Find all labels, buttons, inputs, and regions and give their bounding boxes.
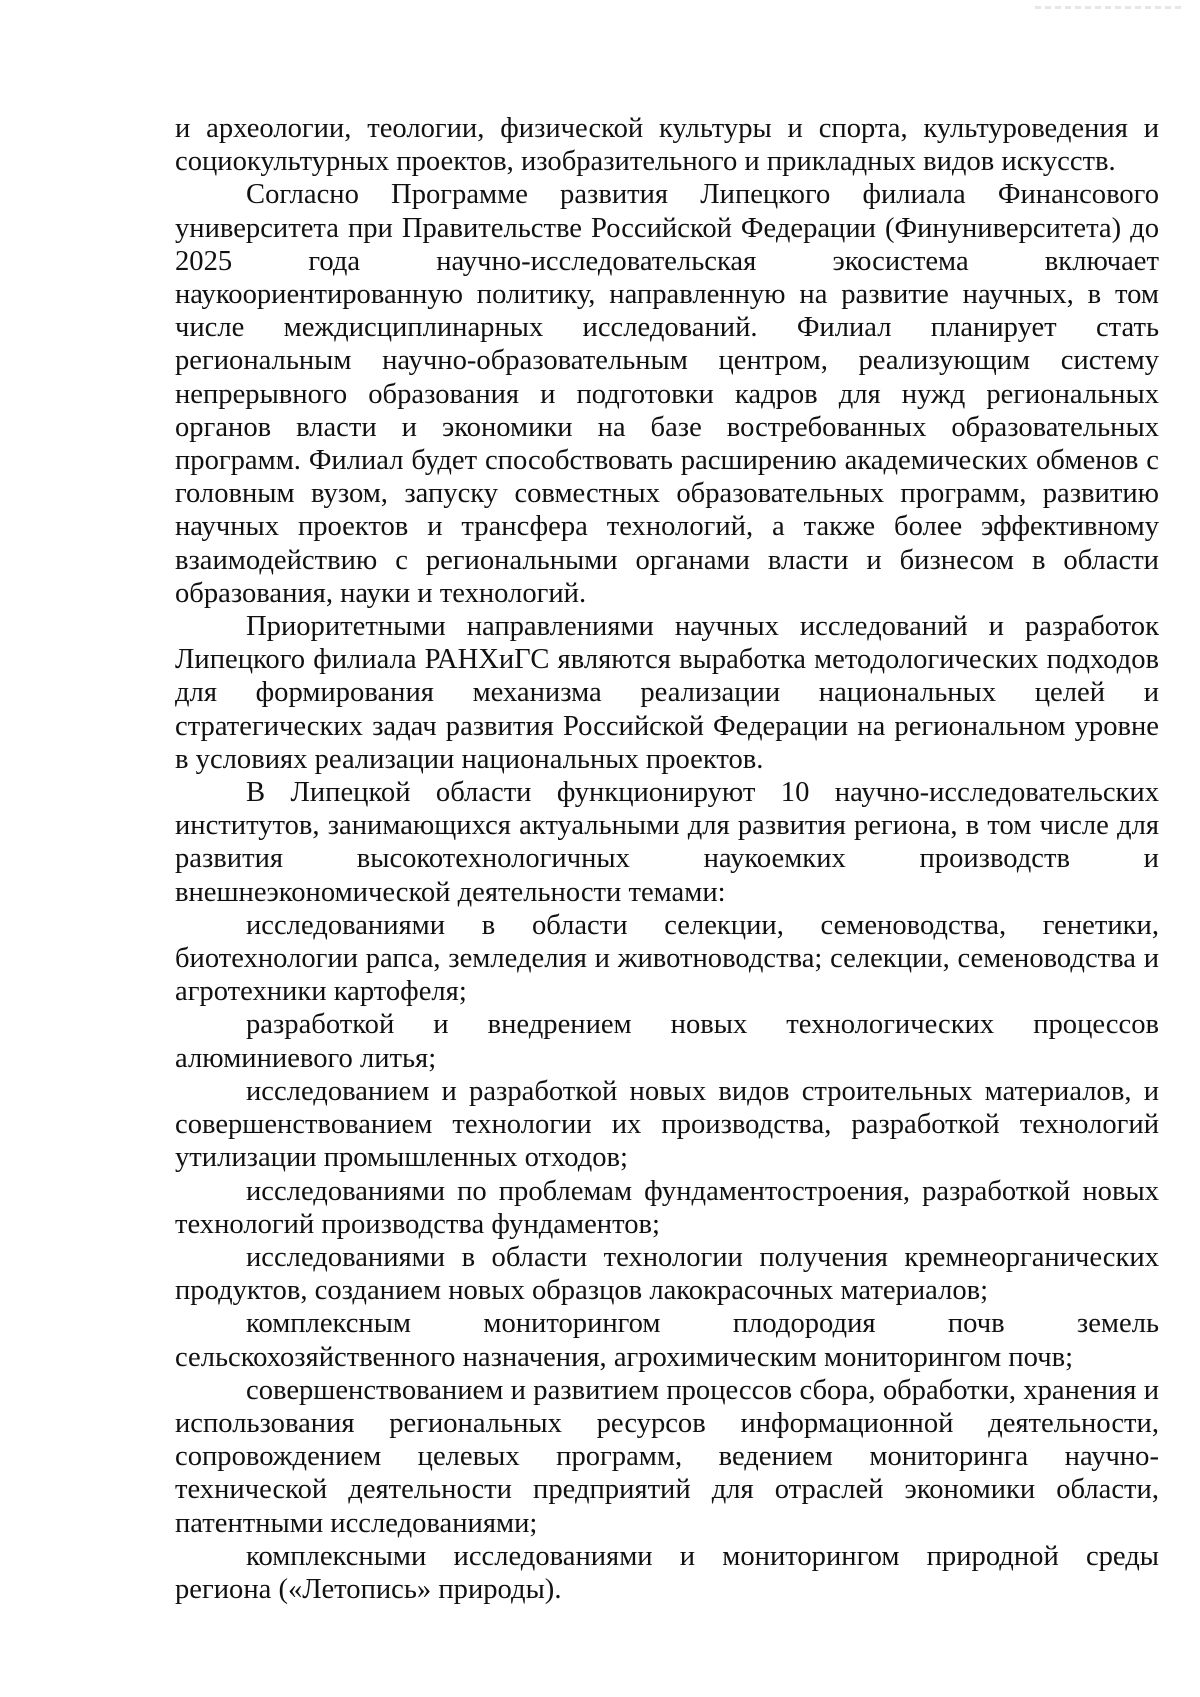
list-item-nature-chronicle: комплексными исследованиями и мониторингом природной среды региона («Летопись» природы).	[175, 1540, 1159, 1605]
list-item-soil-monitoring: комплексным мониторингом плодородия почв земель сельскохозяйственного назначения, агрохимическим мониторингом почв;	[175, 1308, 1159, 1373]
list-item-aluminium-casting: разработкой и внедрением новых технологических процессов алюминиевого литья;	[175, 1009, 1159, 1074]
document-body	[175, 112, 1159, 1606]
scan-artifact	[1035, 6, 1185, 9]
paragraph-continuation: и археологии, теологии, физической культуры и спорта, культуроведения и социокультурных проектов, изобразительного и прикладных видов искусств.	[175, 113, 1159, 178]
list-item-building-materials: исследованием и разработкой новых видов строительных материалов, и совершенствованием технологии их производства, разработкой технологий утилизации промышленных отходов;	[175, 1075, 1159, 1174]
paragraph-research-institutes: В Липецкой области функционируют 10 научно-исследовательских институтов, занимающихся актуальными для развития региона, в том числе для развития высокотехнологичных наукоемких производств и внешнеэкономической деятельности темами:	[175, 777, 1159, 908]
list-item-foundations: исследованиями по проблемам фундаментостроения, разработкой новых технологий производства фундаментов;	[175, 1175, 1159, 1240]
paragraph-finuniversity-program: Согласно Программе развития Липецкого филиала Финансового университета при Правительстве Российской Федерации (Финуниверситета) до 2025 года научно-исследовательская экосистема включает наукоориентированную политику, направленную на развитие научных, в том числе междисциплинарных исследований. Филиал планирует стать региональным научно-образовательным центром, реализующим систему непрерывного образования и подготовки кадров для нужд региональных органов власти и экономики на базе востребованных образовательных программ. Филиал будет способствовать расширению академических обменов с головным вузом, запуску совместных образовательных программ, развитию научных проектов и трансфера технологий, а также более эффективному взаимодействию с региональными органами власти и бизнесом в области образования, науки и технологий.	[175, 179, 1159, 609]
list-item-selection-genetics: исследованиями в области селекции, семеноводства, генетики, биотехнологии рапса, земледелия и животноводства; селекции, семеноводства и агротехники картофеля;	[175, 909, 1159, 1008]
list-item-organosilicon: исследованиями в области технологии получения кремнеорганических продуктов, созданием новых образцов лакокрасочных материалов;	[175, 1241, 1159, 1307]
list-item-information-resources: совершенствованием и развитием процессов сбора, обработки, хранения и использования региональных ресурсов информационной деятельности, сопровождением целевых программ, ведением мониторинга научно-технической деятельности предприятий для отраслей экономики области, патентными исследованиями;	[175, 1374, 1159, 1539]
paragraph-ranepa-priorities: Приоритетными направлениями научных исследований и разработок Липецкого филиала РАНХиГС являются выработка методологических подходов для формирования механизма реализации национальных целей и стратегических задач развития Российской Федерации на региональном уровне в условиях реализации национальных проектов.	[175, 611, 1159, 775]
